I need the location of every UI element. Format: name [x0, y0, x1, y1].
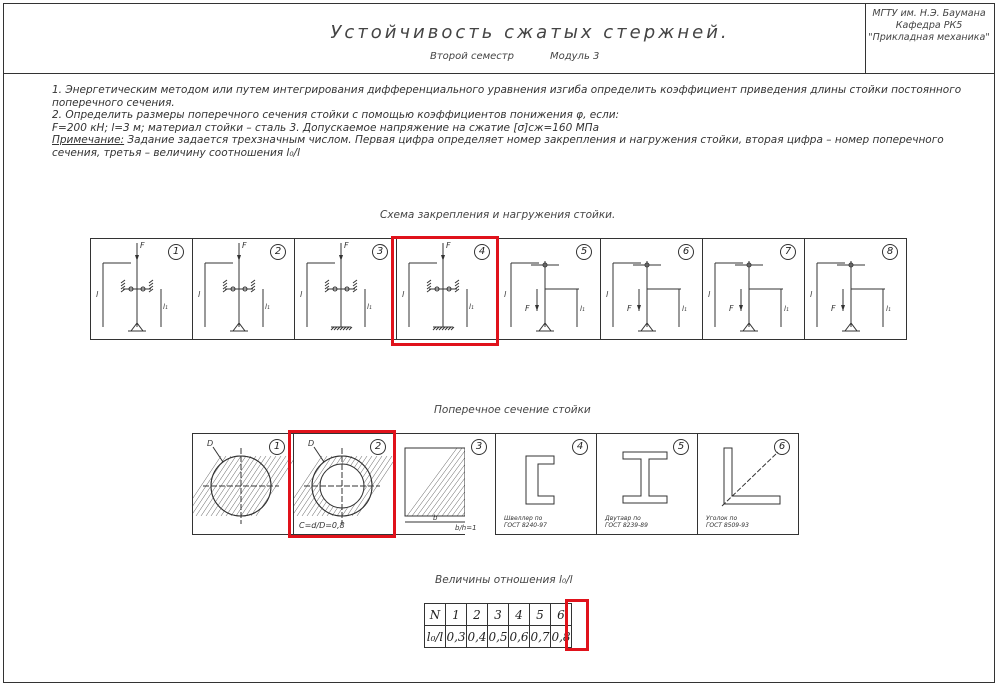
task-note	[52, 134, 962, 159]
section-cell-5	[596, 433, 698, 535]
ratio-value-5: 0,7	[530, 626, 551, 648]
ratio-value-6: 0,8	[551, 626, 572, 648]
section-number-6: 6	[774, 439, 790, 455]
svg-text:D: D	[207, 439, 214, 448]
svg-text:F: F	[344, 241, 349, 250]
module: Модуль 3	[549, 51, 600, 62]
svg-text:b: b	[433, 514, 438, 522]
ratio-caption: Величины отношения l₀/l	[435, 574, 573, 586]
section-note-channel: Швеллер по	[504, 515, 543, 522]
scheme-cell-6	[600, 238, 703, 340]
selected-scheme-highlight	[391, 236, 499, 346]
scheme-cell-7	[702, 238, 805, 340]
svg-text:l₁: l₁	[367, 303, 372, 311]
semester: Второй семестр	[430, 51, 514, 62]
page-title: Устойчивость сжатых стержней.	[330, 22, 730, 43]
svg-text:l₁: l₁	[784, 305, 789, 313]
ratio-n-6: 6	[551, 604, 572, 626]
ratio-value-2: 0,4	[467, 626, 488, 648]
scheme-cell-8	[804, 238, 907, 340]
section-cell-6	[697, 433, 799, 535]
institution-block	[866, 8, 992, 44]
task-item-1: 1. Энергетическим методом или путем интегрирования дифференциального уравнения изгиба определить коэффициент приведения длины стойки постоянного поперечного сечения.	[52, 84, 962, 109]
section-number-4: 4	[572, 439, 588, 455]
schemes-row	[91, 238, 907, 340]
svg-text:F: F	[627, 304, 632, 313]
svg-text:l₁: l₁	[163, 303, 168, 311]
section-number-1: 1	[269, 439, 285, 455]
subtitle	[430, 51, 599, 62]
department: Кафедра РК5	[895, 20, 963, 31]
scheme-number-5: 5	[576, 244, 592, 260]
selected-section-highlight	[288, 430, 396, 538]
ratio-n-5: 5	[530, 604, 551, 626]
ratio-n-4: 4	[509, 604, 530, 626]
university: МГТУ им. Н.Э. Баумана	[872, 8, 986, 19]
bh-ratio: b/h=1	[455, 524, 477, 532]
ratio-n-0: N	[425, 604, 446, 626]
sections-row	[193, 433, 799, 535]
svg-text:F: F	[525, 304, 530, 313]
course: "Прикладная механика"	[868, 32, 990, 43]
c-ratio: C=d/D=0,8	[299, 521, 345, 530]
scheme-cell-1	[90, 238, 193, 340]
svg-text:l₁: l₁	[265, 303, 270, 311]
section-note-ibeam: Двутавр по	[605, 515, 641, 522]
section-number-3: 3	[471, 439, 487, 455]
svg-text:l₁: l₁	[682, 305, 687, 313]
svg-text:D: D	[308, 439, 315, 448]
scheme-number-3: 3	[372, 244, 388, 260]
svg-text:l₁: l₁	[886, 305, 891, 313]
svg-text:ГОСТ 8509-93: ГОСТ 8509-93	[706, 522, 749, 529]
svg-text:l: l	[198, 290, 201, 299]
ratio-n-2: 2	[467, 604, 488, 626]
svg-text:l: l	[300, 290, 303, 299]
ratio-n-3: 3	[488, 604, 509, 626]
svg-text:l: l	[96, 290, 99, 299]
ratio-value-4: 0,6	[509, 626, 530, 648]
svg-text:l: l	[504, 290, 507, 299]
svg-text:ГОСТ 8240-97: ГОСТ 8240-97	[504, 522, 547, 529]
svg-text:l: l	[402, 290, 405, 299]
svg-text:F: F	[446, 241, 451, 250]
svg-text:l: l	[810, 290, 813, 299]
svg-text:l: l	[708, 290, 711, 299]
ratio-row-n	[425, 604, 572, 626]
scheme-number-7: 7	[780, 244, 796, 260]
scheme-cell-3	[294, 238, 397, 340]
section-note-angle: Уголок по	[706, 515, 738, 522]
header-divider	[3, 73, 995, 74]
ratio-n-1: 1	[446, 604, 467, 626]
svg-text:F: F	[729, 304, 734, 313]
scheme-number-1: 1	[168, 244, 184, 260]
svg-text:l: l	[606, 290, 609, 299]
section-cell-1	[192, 433, 294, 535]
svg-text:F: F	[242, 241, 247, 250]
section-number-2: 2	[370, 439, 386, 455]
task-item-2: 2. Определить размеры поперечного сечения стойки с помощью коэффициентов понижения φ, если:	[52, 109, 620, 121]
ratio-table	[424, 603, 572, 648]
scheme-cell-5	[498, 238, 601, 340]
section-cell-3	[394, 433, 496, 535]
sections-caption: Поперечное сечение стойки	[434, 404, 591, 416]
svg-text:l₁: l₁	[580, 305, 585, 313]
scheme-number-2: 2	[270, 244, 286, 260]
svg-text:F: F	[140, 241, 145, 250]
ratio-value-1: 0,3	[446, 626, 467, 648]
note-label: Примечание:	[52, 134, 125, 146]
scheme-number-8: 8	[882, 244, 898, 260]
ratio-value-3: 0,5	[488, 626, 509, 648]
selected-ratio-highlight	[565, 599, 589, 651]
section-cell-4	[495, 433, 597, 535]
svg-text:F: F	[831, 304, 836, 313]
scheme-number-4: 4	[474, 244, 490, 260]
ratio-row-values	[425, 626, 572, 648]
scheme-cell-2	[192, 238, 295, 340]
svg-text:l₁: l₁	[469, 303, 474, 311]
note-text: Задание задается трехзначным числом. Первая цифра определяет номер закрепления и нагружения стойки, вторая цифра – номер поперечного сечения, третья – величину соотношения l₀/l	[52, 134, 944, 159]
task-item-3: F=200 кН; l=3 м; материал стойки – сталь 3. Допускаемое напряжение на сжатие [σ]сж=160 МПа	[52, 121, 600, 134]
section-number-5: 5	[673, 439, 689, 455]
ratio-value-0: l₀/l	[425, 626, 446, 648]
svg-text:ГОСТ 8239-89: ГОСТ 8239-89	[605, 522, 648, 529]
task-text	[52, 84, 962, 159]
scheme-number-6: 6	[678, 244, 694, 260]
schemes-caption: Схема закрепления и нагружения стойки.	[380, 209, 616, 221]
